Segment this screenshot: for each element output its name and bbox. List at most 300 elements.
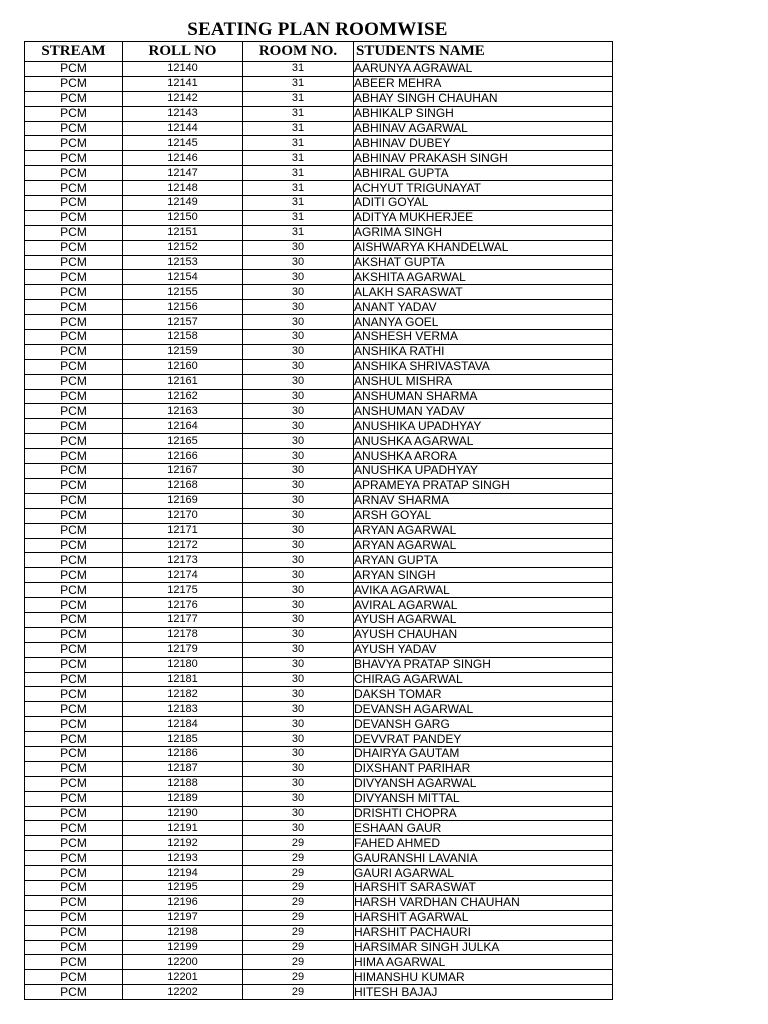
cell-student-name: ANSHIKA RATHI bbox=[354, 344, 613, 359]
cell-stream: PCM bbox=[25, 315, 123, 330]
table-row bbox=[25, 106, 613, 121]
cell-room-no: 30 bbox=[243, 389, 354, 404]
cell-stream: PCM bbox=[25, 985, 123, 1000]
cell-roll-no: 12192 bbox=[123, 836, 243, 851]
cell-room-no: 29 bbox=[243, 895, 354, 910]
cell-room-no: 30 bbox=[243, 806, 354, 821]
cell-room-no: 29 bbox=[243, 880, 354, 895]
cell-student-name: ANUSHIKA UPADHYAY bbox=[354, 419, 613, 434]
cell-roll-no: 12176 bbox=[123, 598, 243, 613]
table-row bbox=[25, 821, 613, 836]
cell-stream: PCM bbox=[25, 255, 123, 270]
table-row bbox=[25, 642, 613, 657]
cell-student-name: ARYAN SINGH bbox=[354, 568, 613, 583]
table-header-row bbox=[25, 42, 613, 62]
cell-room-no: 30 bbox=[243, 449, 354, 464]
table-row bbox=[25, 687, 613, 702]
table-row bbox=[25, 374, 613, 389]
cell-student-name: ABHINAV DUBEY bbox=[354, 136, 613, 151]
table-body bbox=[25, 62, 613, 1000]
table-row bbox=[25, 970, 613, 985]
cell-roll-no: 12196 bbox=[123, 895, 243, 910]
table-row bbox=[25, 583, 613, 598]
table-row bbox=[25, 776, 613, 791]
cell-stream: PCM bbox=[25, 389, 123, 404]
table-row bbox=[25, 851, 613, 866]
cell-stream: PCM bbox=[25, 940, 123, 955]
cell-roll-no: 12172 bbox=[123, 538, 243, 553]
cell-roll-no: 12194 bbox=[123, 866, 243, 881]
cell-student-name: ANSHUMAN YADAV bbox=[354, 404, 613, 419]
table-row bbox=[25, 181, 613, 196]
cell-roll-no: 12143 bbox=[123, 106, 243, 121]
cell-stream: PCM bbox=[25, 836, 123, 851]
cell-student-name: CHIRAG AGARWAL bbox=[354, 672, 613, 687]
table-row bbox=[25, 330, 613, 345]
cell-roll-no: 12141 bbox=[123, 76, 243, 91]
table-row bbox=[25, 657, 613, 672]
cell-stream: PCM bbox=[25, 449, 123, 464]
table-row bbox=[25, 449, 613, 464]
table-row bbox=[25, 151, 613, 166]
cell-room-no: 30 bbox=[243, 240, 354, 255]
cell-room-no: 30 bbox=[243, 598, 354, 613]
cell-roll-no: 12160 bbox=[123, 359, 243, 374]
cell-roll-no: 12151 bbox=[123, 225, 243, 240]
cell-room-no: 30 bbox=[243, 687, 354, 702]
cell-room-no: 30 bbox=[243, 255, 354, 270]
cell-stream: PCM bbox=[25, 166, 123, 181]
cell-stream: PCM bbox=[25, 240, 123, 255]
table-row bbox=[25, 240, 613, 255]
cell-stream: PCM bbox=[25, 791, 123, 806]
cell-roll-no: 12146 bbox=[123, 151, 243, 166]
cell-room-no: 30 bbox=[243, 746, 354, 761]
cell-stream: PCM bbox=[25, 955, 123, 970]
table-row bbox=[25, 836, 613, 851]
cell-roll-no: 12201 bbox=[123, 970, 243, 985]
cell-student-name: ABHAY SINGH CHAUHAN bbox=[354, 91, 613, 106]
cell-student-name: AKSHITA AGARWAL bbox=[354, 270, 613, 285]
cell-student-name: DIVYANSH MITTAL bbox=[354, 791, 613, 806]
cell-roll-no: 12181 bbox=[123, 672, 243, 687]
cell-room-no: 30 bbox=[243, 359, 354, 374]
cell-stream: PCM bbox=[25, 181, 123, 196]
cell-stream: PCM bbox=[25, 821, 123, 836]
cell-stream: PCM bbox=[25, 612, 123, 627]
cell-roll-no: 12190 bbox=[123, 806, 243, 821]
cell-room-no: 30 bbox=[243, 642, 354, 657]
cell-room-no: 30 bbox=[243, 776, 354, 791]
cell-roll-no: 12150 bbox=[123, 210, 243, 225]
cell-student-name: ARYAN AGARWAL bbox=[354, 523, 613, 538]
cell-roll-no: 12171 bbox=[123, 523, 243, 538]
table-row bbox=[25, 791, 613, 806]
cell-stream: PCM bbox=[25, 746, 123, 761]
cell-roll-no: 12142 bbox=[123, 91, 243, 106]
cell-roll-no: 12161 bbox=[123, 374, 243, 389]
cell-student-name: ANSHESH VERMA bbox=[354, 330, 613, 345]
cell-roll-no: 12156 bbox=[123, 300, 243, 315]
cell-room-no: 29 bbox=[243, 940, 354, 955]
cell-student-name: DEVANSH GARG bbox=[354, 717, 613, 732]
cell-room-no: 30 bbox=[243, 493, 354, 508]
cell-student-name: ANUSHKA ARORA bbox=[354, 449, 613, 464]
cell-roll-no: 12177 bbox=[123, 612, 243, 627]
cell-stream: PCM bbox=[25, 285, 123, 300]
cell-stream: PCM bbox=[25, 210, 123, 225]
cell-room-no: 31 bbox=[243, 76, 354, 91]
table-row bbox=[25, 62, 613, 77]
table-row bbox=[25, 553, 613, 568]
cell-room-no: 30 bbox=[243, 821, 354, 836]
cell-room-no: 29 bbox=[243, 851, 354, 866]
cell-stream: PCM bbox=[25, 776, 123, 791]
cell-stream: PCM bbox=[25, 687, 123, 702]
cell-room-no: 30 bbox=[243, 478, 354, 493]
cell-roll-no: 12191 bbox=[123, 821, 243, 836]
cell-stream: PCM bbox=[25, 717, 123, 732]
cell-student-name: ABHINAV PRAKASH SINGH bbox=[354, 151, 613, 166]
cell-stream: PCM bbox=[25, 866, 123, 881]
cell-stream: PCM bbox=[25, 880, 123, 895]
cell-stream: PCM bbox=[25, 434, 123, 449]
cell-stream: PCM bbox=[25, 672, 123, 687]
cell-roll-no: 12163 bbox=[123, 404, 243, 419]
cell-stream: PCM bbox=[25, 121, 123, 136]
table-row bbox=[25, 210, 613, 225]
cell-stream: PCM bbox=[25, 151, 123, 166]
table-row bbox=[25, 76, 613, 91]
cell-room-no: 30 bbox=[243, 285, 354, 300]
cell-student-name: ABHIKALP SINGH bbox=[354, 106, 613, 121]
cell-roll-no: 12193 bbox=[123, 851, 243, 866]
cell-stream: PCM bbox=[25, 300, 123, 315]
cell-roll-no: 12140 bbox=[123, 62, 243, 77]
cell-student-name: ANSHUL MISHRA bbox=[354, 374, 613, 389]
cell-stream: PCM bbox=[25, 642, 123, 657]
cell-student-name: AYUSH YADAV bbox=[354, 642, 613, 657]
cell-room-no: 29 bbox=[243, 925, 354, 940]
cell-student-name: ANUSHKA AGARWAL bbox=[354, 434, 613, 449]
cell-roll-no: 12183 bbox=[123, 702, 243, 717]
cell-room-no: 31 bbox=[243, 91, 354, 106]
cell-student-name: HARSHIT SARASWAT bbox=[354, 880, 613, 895]
cell-stream: PCM bbox=[25, 895, 123, 910]
cell-student-name: AISHWARYA KHANDELWAL bbox=[354, 240, 613, 255]
cell-stream: PCM bbox=[25, 538, 123, 553]
cell-roll-no: 12162 bbox=[123, 389, 243, 404]
cell-stream: PCM bbox=[25, 568, 123, 583]
cell-roll-no: 12185 bbox=[123, 732, 243, 747]
cell-roll-no: 12145 bbox=[123, 136, 243, 151]
cell-roll-no: 12178 bbox=[123, 627, 243, 642]
cell-room-no: 30 bbox=[243, 330, 354, 345]
cell-roll-no: 12198 bbox=[123, 925, 243, 940]
table-row bbox=[25, 315, 613, 330]
table-row bbox=[25, 538, 613, 553]
cell-stream: PCM bbox=[25, 925, 123, 940]
cell-roll-no: 12152 bbox=[123, 240, 243, 255]
cell-room-no: 29 bbox=[243, 866, 354, 881]
cell-roll-no: 12148 bbox=[123, 181, 243, 196]
cell-stream: PCM bbox=[25, 225, 123, 240]
cell-stream: PCM bbox=[25, 806, 123, 821]
cell-stream: PCM bbox=[25, 419, 123, 434]
cell-roll-no: 12199 bbox=[123, 940, 243, 955]
cell-stream: PCM bbox=[25, 196, 123, 211]
cell-room-no: 30 bbox=[243, 419, 354, 434]
cell-student-name: HARSHIT PACHAURI bbox=[354, 925, 613, 940]
cell-stream: PCM bbox=[25, 761, 123, 776]
cell-room-no: 30 bbox=[243, 702, 354, 717]
cell-stream: PCM bbox=[25, 464, 123, 479]
cell-student-name: ANANT YADAV bbox=[354, 300, 613, 315]
cell-roll-no: 12200 bbox=[123, 955, 243, 970]
cell-roll-no: 12165 bbox=[123, 434, 243, 449]
table-row bbox=[25, 404, 613, 419]
cell-student-name: HIMA AGARWAL bbox=[354, 955, 613, 970]
cell-roll-no: 12189 bbox=[123, 791, 243, 806]
cell-roll-no: 12180 bbox=[123, 657, 243, 672]
table-row bbox=[25, 419, 613, 434]
cell-student-name: ABHINAV AGARWAL bbox=[354, 121, 613, 136]
cell-student-name: DIXSHANT PARIHAR bbox=[354, 761, 613, 776]
cell-student-name: DAKSH TOMAR bbox=[354, 687, 613, 702]
cell-roll-no: 12182 bbox=[123, 687, 243, 702]
cell-stream: PCM bbox=[25, 330, 123, 345]
cell-room-no: 29 bbox=[243, 970, 354, 985]
cell-room-no: 31 bbox=[243, 210, 354, 225]
cell-stream: PCM bbox=[25, 478, 123, 493]
cell-student-name: ARYAN GUPTA bbox=[354, 553, 613, 568]
table-row bbox=[25, 121, 613, 136]
cell-room-no: 30 bbox=[243, 270, 354, 285]
cell-student-name: FAHED AHMED bbox=[354, 836, 613, 851]
table-row bbox=[25, 925, 613, 940]
cell-student-name: ANUSHKA UPADHYAY bbox=[354, 464, 613, 479]
cell-student-name: AYUSH CHAUHAN bbox=[354, 627, 613, 642]
table-row bbox=[25, 880, 613, 895]
cell-student-name: HITESH BAJAJ bbox=[354, 985, 613, 1000]
table-row bbox=[25, 866, 613, 881]
cell-room-no: 30 bbox=[243, 538, 354, 553]
cell-room-no: 31 bbox=[243, 121, 354, 136]
cell-roll-no: 12174 bbox=[123, 568, 243, 583]
table-row bbox=[25, 478, 613, 493]
table-row bbox=[25, 717, 613, 732]
cell-room-no: 31 bbox=[243, 151, 354, 166]
cell-stream: PCM bbox=[25, 91, 123, 106]
cell-roll-no: 12147 bbox=[123, 166, 243, 181]
cell-stream: PCM bbox=[25, 598, 123, 613]
table-row bbox=[25, 300, 613, 315]
cell-student-name: ARYAN AGARWAL bbox=[354, 538, 613, 553]
cell-student-name: GAURANSHI LAVANIA bbox=[354, 851, 613, 866]
cell-roll-no: 12154 bbox=[123, 270, 243, 285]
cell-room-no: 30 bbox=[243, 508, 354, 523]
cell-roll-no: 12167 bbox=[123, 464, 243, 479]
cell-student-name: ALAKH SARASWAT bbox=[354, 285, 613, 300]
cell-stream: PCM bbox=[25, 359, 123, 374]
table-row bbox=[25, 493, 613, 508]
cell-student-name: BHAVYA PRATAP SINGH bbox=[354, 657, 613, 672]
cell-stream: PCM bbox=[25, 106, 123, 121]
cell-room-no: 30 bbox=[243, 300, 354, 315]
cell-student-name: ARNAV SHARMA bbox=[354, 493, 613, 508]
cell-stream: PCM bbox=[25, 910, 123, 925]
table-row bbox=[25, 270, 613, 285]
cell-roll-no: 12179 bbox=[123, 642, 243, 657]
column-header-students-name: STUDENTS NAME bbox=[354, 42, 613, 62]
cell-student-name: ABHIRAL GUPTA bbox=[354, 166, 613, 181]
cell-room-no: 31 bbox=[243, 181, 354, 196]
cell-student-name: HARSHIT AGARWAL bbox=[354, 910, 613, 925]
cell-roll-no: 12202 bbox=[123, 985, 243, 1000]
cell-room-no: 30 bbox=[243, 344, 354, 359]
table-row bbox=[25, 196, 613, 211]
table-row bbox=[25, 746, 613, 761]
cell-stream: PCM bbox=[25, 344, 123, 359]
cell-student-name: AYUSH AGARWAL bbox=[354, 612, 613, 627]
table-row bbox=[25, 940, 613, 955]
cell-stream: PCM bbox=[25, 627, 123, 642]
cell-stream: PCM bbox=[25, 493, 123, 508]
cell-roll-no: 12149 bbox=[123, 196, 243, 211]
cell-roll-no: 12157 bbox=[123, 315, 243, 330]
cell-roll-no: 12175 bbox=[123, 583, 243, 598]
table-row bbox=[25, 389, 613, 404]
cell-stream: PCM bbox=[25, 851, 123, 866]
cell-stream: PCM bbox=[25, 657, 123, 672]
table-row bbox=[25, 508, 613, 523]
cell-room-no: 30 bbox=[243, 553, 354, 568]
table-row bbox=[25, 702, 613, 717]
cell-stream: PCM bbox=[25, 62, 123, 77]
cell-student-name: DIVYANSH AGARWAL bbox=[354, 776, 613, 791]
cell-stream: PCM bbox=[25, 404, 123, 419]
cell-stream: PCM bbox=[25, 732, 123, 747]
cell-roll-no: 12173 bbox=[123, 553, 243, 568]
table-row bbox=[25, 732, 613, 747]
cell-stream: PCM bbox=[25, 76, 123, 91]
table-row bbox=[25, 598, 613, 613]
cell-room-no: 31 bbox=[243, 225, 354, 240]
table-row bbox=[25, 985, 613, 1000]
cell-roll-no: 12144 bbox=[123, 121, 243, 136]
cell-roll-no: 12169 bbox=[123, 493, 243, 508]
cell-room-no: 30 bbox=[243, 434, 354, 449]
cell-room-no: 30 bbox=[243, 791, 354, 806]
cell-stream: PCM bbox=[25, 553, 123, 568]
table-row bbox=[25, 136, 613, 151]
cell-roll-no: 12166 bbox=[123, 449, 243, 464]
table-row bbox=[25, 523, 613, 538]
cell-student-name: AVIRAL AGARWAL bbox=[354, 598, 613, 613]
cell-room-no: 31 bbox=[243, 106, 354, 121]
cell-room-no: 30 bbox=[243, 404, 354, 419]
table-row bbox=[25, 464, 613, 479]
cell-roll-no: 12187 bbox=[123, 761, 243, 776]
cell-room-no: 30 bbox=[243, 568, 354, 583]
table-row bbox=[25, 166, 613, 181]
cell-student-name: AVIKA AGARWAL bbox=[354, 583, 613, 598]
cell-student-name: APRAMEYA PRATAP SINGH bbox=[354, 478, 613, 493]
cell-roll-no: 12164 bbox=[123, 419, 243, 434]
cell-roll-no: 12155 bbox=[123, 285, 243, 300]
cell-room-no: 30 bbox=[243, 464, 354, 479]
cell-student-name: ANANYA GOEL bbox=[354, 315, 613, 330]
cell-room-no: 31 bbox=[243, 136, 354, 151]
cell-student-name: HARSIMAR SINGH JULKA bbox=[354, 940, 613, 955]
cell-room-no: 30 bbox=[243, 672, 354, 687]
cell-student-name: ACHYUT TRIGUNAYAT bbox=[354, 181, 613, 196]
cell-student-name: AARUNYA AGRAWAL bbox=[354, 62, 613, 77]
table-row bbox=[25, 568, 613, 583]
cell-room-no: 31 bbox=[243, 166, 354, 181]
cell-roll-no: 12195 bbox=[123, 880, 243, 895]
cell-roll-no: 12168 bbox=[123, 478, 243, 493]
cell-roll-no: 12159 bbox=[123, 344, 243, 359]
cell-stream: PCM bbox=[25, 583, 123, 598]
cell-room-no: 30 bbox=[243, 732, 354, 747]
cell-room-no: 30 bbox=[243, 717, 354, 732]
table-row bbox=[25, 434, 613, 449]
cell-student-name: ANSHUMAN SHARMA bbox=[354, 389, 613, 404]
table-row bbox=[25, 910, 613, 925]
table-row bbox=[25, 806, 613, 821]
table-row bbox=[25, 627, 613, 642]
table-row bbox=[25, 612, 613, 627]
cell-roll-no: 12197 bbox=[123, 910, 243, 925]
cell-student-name: DEVANSH AGARWAL bbox=[354, 702, 613, 717]
cell-room-no: 31 bbox=[243, 196, 354, 211]
cell-room-no: 30 bbox=[243, 374, 354, 389]
column-header-roll-no: ROLL NO bbox=[123, 42, 243, 62]
cell-student-name: ESHAAN GAUR bbox=[354, 821, 613, 836]
cell-student-name: ARSH GOYAL bbox=[354, 508, 613, 523]
cell-student-name: AGRIMA SINGH bbox=[354, 225, 613, 240]
cell-roll-no: 12153 bbox=[123, 255, 243, 270]
cell-stream: PCM bbox=[25, 136, 123, 151]
table-row bbox=[25, 344, 613, 359]
cell-roll-no: 12170 bbox=[123, 508, 243, 523]
table-row bbox=[25, 895, 613, 910]
cell-roll-no: 12188 bbox=[123, 776, 243, 791]
cell-room-no: 30 bbox=[243, 657, 354, 672]
cell-stream: PCM bbox=[25, 374, 123, 389]
cell-room-no: 29 bbox=[243, 910, 354, 925]
cell-student-name: ABEER MEHRA bbox=[354, 76, 613, 91]
cell-student-name: ANSHIKA SHRIVASTAVA bbox=[354, 359, 613, 374]
cell-room-no: 30 bbox=[243, 583, 354, 598]
cell-student-name: DEVVRAT PANDEY bbox=[354, 732, 613, 747]
cell-roll-no: 12184 bbox=[123, 717, 243, 732]
cell-room-no: 30 bbox=[243, 627, 354, 642]
cell-room-no: 30 bbox=[243, 523, 354, 538]
cell-stream: PCM bbox=[25, 270, 123, 285]
cell-stream: PCM bbox=[25, 508, 123, 523]
page-title: SEATING PLAN ROOMWISE bbox=[187, 19, 448, 40]
table-row bbox=[25, 359, 613, 374]
cell-roll-no: 12158 bbox=[123, 330, 243, 345]
cell-stream: PCM bbox=[25, 702, 123, 717]
cell-student-name: HIMANSHU KUMAR bbox=[354, 970, 613, 985]
cell-stream: PCM bbox=[25, 970, 123, 985]
table-row bbox=[25, 225, 613, 240]
cell-stream: PCM bbox=[25, 523, 123, 538]
cell-room-no: 31 bbox=[243, 62, 354, 77]
